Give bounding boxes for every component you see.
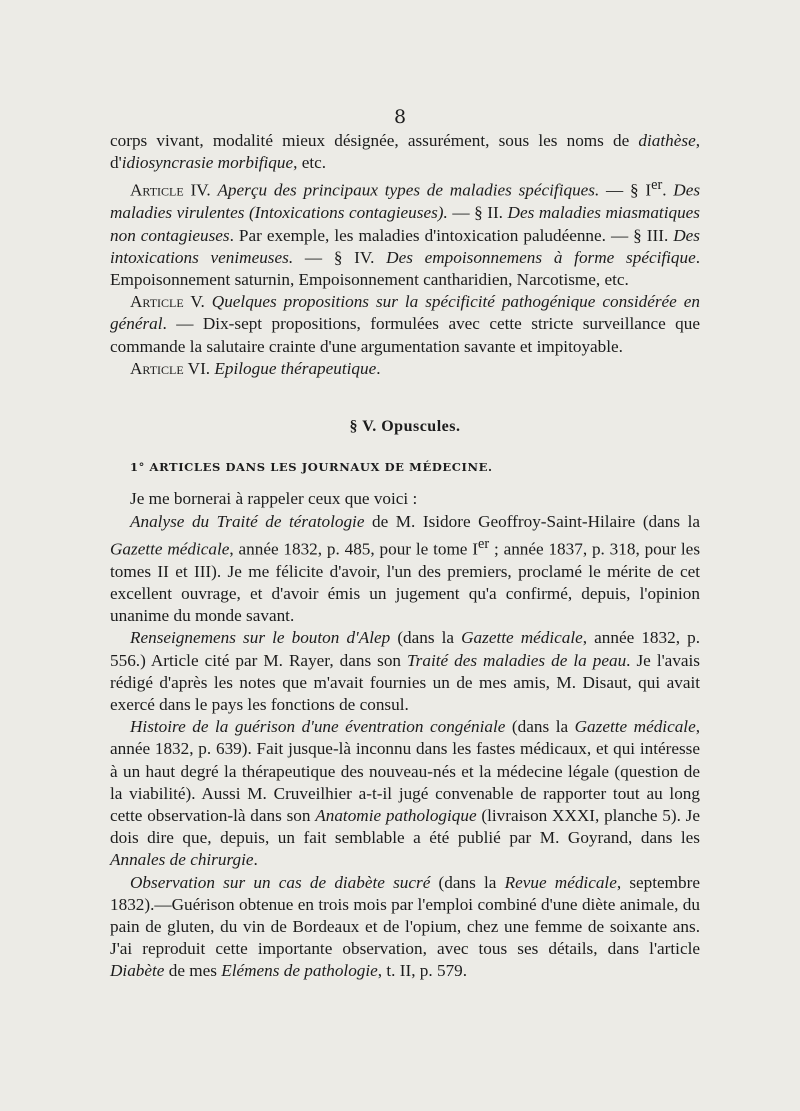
text-run: de M. Isidore Geoffroy-Saint-Hilaire (dans la: [364, 511, 701, 531]
italic-run: Quelques propositions sur la spécificité pathogénique considérée en général: [110, 292, 700, 334]
superscript: er: [478, 535, 490, 552]
spacer: [110, 478, 700, 488]
section-title: § V. Opuscules.: [349, 417, 461, 435]
intro-line: Je me bornerai à rappeler ceux que voici :: [130, 489, 418, 509]
superscript: er: [651, 177, 663, 194]
paragraph-article-iv: [110, 174, 700, 291]
text-run: [205, 292, 212, 311]
text-run: de mes: [164, 961, 222, 981]
text-run: (dans la: [430, 872, 505, 892]
subheading: 1° ARTICLES DANS LES JOURNAUX DE MÉDECINE.: [130, 460, 493, 475]
article-label: Article VI.: [130, 358, 211, 378]
entry-diabete: [110, 872, 700, 983]
text-run: ; année 1837, p. 318, pour les tomes II et III). Je me félicite d'avoir, l'un des premiers, proclamé le mérite de cet excellent ouvrage, et d'avoir émis un jugement qu'a confirmé, depuis, l'opinion unanime du monde savant.: [110, 539, 701, 626]
italic-run: Des intoxications venimeuses.: [110, 225, 700, 267]
spacer: [110, 438, 700, 456]
entry-teratologie: [110, 511, 700, 628]
entry-bouton-alep: [110, 627, 700, 716]
text-run: — § II.: [447, 203, 508, 223]
text-run: — § IV.: [293, 247, 387, 267]
paragraph-continuation: [110, 130, 700, 174]
text-run: , t. II, p. 579.: [377, 961, 468, 981]
text-run: . Empoisonnement saturnin, Empoisonnement cantharidien, Narcotisme, etc.: [110, 247, 701, 289]
italic-run: Gazette médicale: [461, 628, 583, 648]
text-run: , année 1832, p. 485, pour le tome I: [229, 539, 478, 559]
italic-run: Revue médicale: [504, 872, 617, 892]
text-run: (livraison XXXI, planche 5). Je dois dire que, depuis, un fait semblable a été publié par M. Goyrand, dans les: [110, 805, 700, 848]
text-run: corps vivant, modalité mieux désignée, assurément, sous les noms de: [110, 131, 639, 150]
text-run: . Par exemple, les maladies d'intoxication paludéenne. — § III.: [229, 225, 674, 245]
text-run: . Je l'avais rédigé d'après les notes que m'avait fournies un de mes amis, M. Disaut, qui avait exercé dans le pays les fonctions de consul.: [110, 650, 701, 714]
text-run: , d': [110, 131, 700, 173]
italic-run: diathèse: [638, 131, 696, 150]
text-run: .: [253, 850, 258, 870]
text-run: .: [662, 181, 674, 201]
italic-run: Renseignemens sur le bouton d'Alep: [130, 628, 391, 648]
italic-run: Des maladies virulentes (Intoxications contagieuses).: [110, 181, 701, 223]
italic-run: idiosyncrasie morbifique: [121, 153, 294, 173]
italic-run: Epilogue thérapeutique: [214, 358, 377, 378]
text-run: — § I: [599, 181, 652, 201]
page-number: 8: [393, 106, 407, 128]
spacer: [110, 380, 700, 416]
text-run: , etc.: [293, 153, 327, 173]
page-text: [110, 130, 700, 983]
italic-run: Analyse du Traité de tératologie: [130, 511, 365, 531]
text-run: .: [376, 358, 381, 378]
entry-eventration: [110, 716, 700, 871]
italic-run: Des empoisonnemens à forme spécifique: [386, 247, 696, 267]
text-run: . — Dix-sept propositions, formulées avec cette stricte surveillance que commande la salutaire crainte d'une argumentation savante et impitoyable.: [110, 314, 700, 356]
paragraph-article-v: [110, 291, 700, 358]
article-label: Article IV.: [130, 181, 211, 201]
text-run: (dans la: [390, 628, 462, 648]
italic-run: Elémens de pathologie: [221, 961, 378, 981]
italic-run: Observation sur un cas de diabète sucré: [130, 872, 431, 892]
italic-run: Gazette médicale: [110, 539, 230, 559]
italic-run: Histoire de la guérison d'une éventration congéniale: [130, 717, 506, 737]
italic-run: Anatomie pathologique: [315, 805, 477, 825]
italic-run: Gazette médicale: [574, 717, 696, 737]
article-label: Article V.: [130, 292, 205, 312]
text-run: , septembre 1832).—Guérison obtenue en trois mois par l'emploi combiné d'une diète animale, du pain de gluten, du vin de Bordeaux et de l'opium, chez une femme de soixante ans. J'ai reproduit cette importante observation, avec tous ses détails, dans l'article: [110, 872, 700, 959]
text-run: , année 1832, p. 639). Fait jusque-là inconnu dans les fastes médicaux, et qui intéresse à un haut degré la thérapeutique des nouveau-nés et la médecine légale (question de la viabilité). Aussi M. Cruveilhier a-t-il jugé convenable de rapporter tout au long cette observation-là dans son: [110, 717, 701, 825]
text-run: , année 1832, p. 556.) Article cité par M. Rayer, dans son: [110, 628, 700, 670]
italic-run: Diabète: [110, 961, 165, 981]
italic-run: Des maladies miasmatiques non contagieuses: [110, 203, 700, 245]
italic-run: Annales de chirurgie: [110, 850, 254, 870]
italic-run: Traité des maladies de la peau: [407, 650, 627, 670]
italic-run: Aperçu des principaux types de maladies spécifiques.: [217, 181, 600, 201]
paragraph-article-vi: [110, 358, 700, 380]
text-run: (dans la: [505, 717, 575, 737]
